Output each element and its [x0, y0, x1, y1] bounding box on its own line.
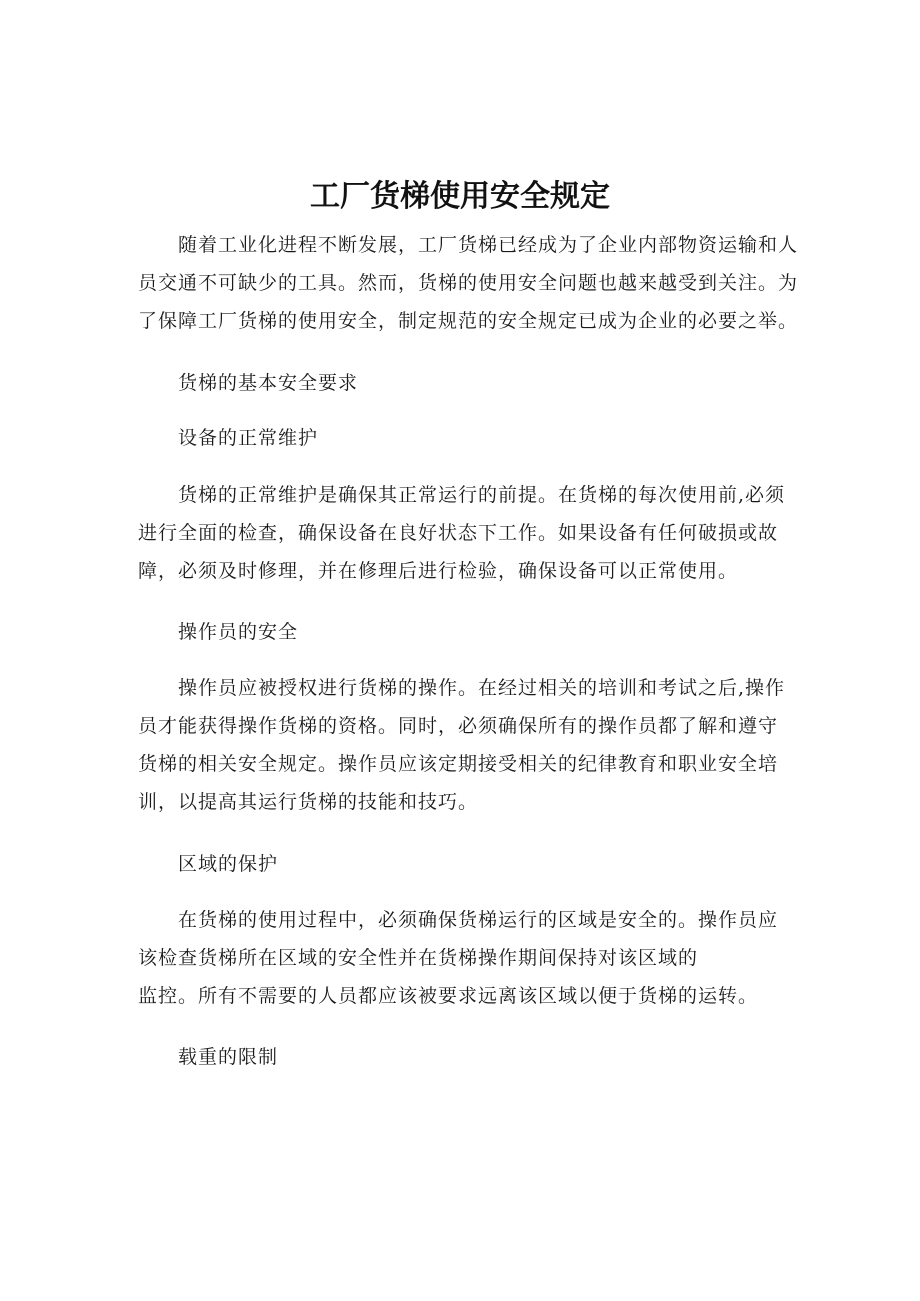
operator-line-4: 训，以提高其运行货梯的技能和技巧。	[138, 791, 479, 813]
maintenance-line-2: 进行全面的检查，确保设备在良好状态下工作。如果设备有任何破损或故	[138, 522, 779, 544]
maintenance-line-1: 货梯的正常维护是确保其正常运行的前提。在货梯的每次使用前,必须	[178, 484, 786, 506]
section-heading-load: 载重的限制	[178, 1046, 279, 1068]
area-line-2: 该检查货梯所在区域的安全性并在货梯操作期间保持对该区域的	[138, 947, 699, 969]
intro-paragraph	[138, 226, 818, 340]
operator-line-1: 操作员应被授权进行货梯的操作。在经过相关的培训和考试之后,操作	[178, 677, 786, 699]
section-heading-maintenance: 设备的正常维护	[178, 427, 319, 449]
page-title: 工厂货梯使用安全规定	[310, 179, 610, 214]
area-line-3: 监控。所有不需要的人员都应该被要求远离该区域以便于货梯的运转。	[138, 985, 759, 1007]
maintenance-paragraph	[138, 476, 818, 590]
area-paragraph	[138, 901, 818, 1015]
section-heading-basic: 货梯的基本安全要求	[178, 372, 359, 394]
operator-paragraph	[138, 669, 818, 821]
maintenance-line-3: 障，必须及时修理，并在修理后进行检验，确保设备可以正常使用。	[138, 560, 739, 582]
section-heading-area: 区域的保护	[178, 853, 279, 875]
section-heading-operator: 操作员的安全	[178, 621, 299, 643]
intro-line-3: 了保障工厂货梯的使用安全，制定规范的安全规定已成为企业的必要之举。	[138, 310, 799, 332]
intro-line-2: 员交通不可缺少的工具。然而，货梯的使用安全问题也越来越受到关注。为	[138, 272, 799, 294]
operator-line-2: 员才能获得操作货梯的资格。同时，必须确保所有的操作员都了解和遵守	[138, 715, 779, 737]
operator-line-3: 货梯的相关安全规定。操作员应该定期接受相关的纪律教育和职业安全培	[138, 753, 779, 775]
intro-line-1: 随着工业化进程不断发展，工厂货梯已经成为了企业内部物资运输和人	[178, 234, 799, 256]
area-line-1: 在货梯的使用过程中，必须确保货梯运行的区域是安全的。操作员应	[178, 909, 779, 931]
